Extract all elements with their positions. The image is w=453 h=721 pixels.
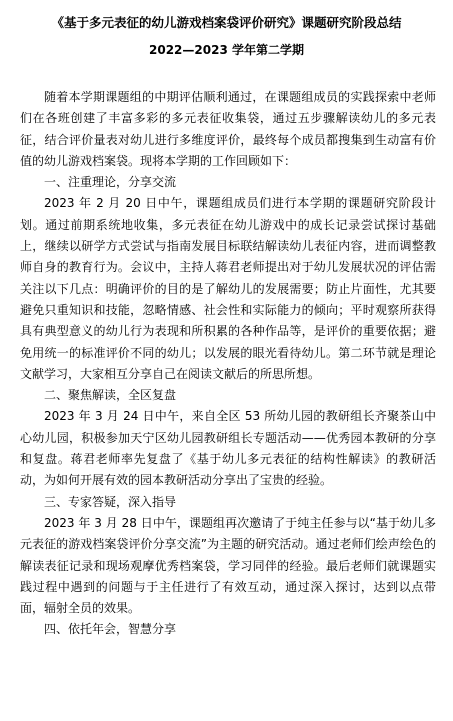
section-paragraph: 2023 年 3 月 28 日中午，课题组再次邀请了于纯主任参与以“基于幼儿多元表征的游戏档案袋评价分享交流”为主题的研究活动。通过老师们绘声绘色的解读表征记录和现场观摩优秀档案袋，学习同伴的经验。最后老师们就课题实践过程中遇到的问题与于主任进行了有效互动，通过深入探讨，达到以点带面，辐射全员的效果。 <box>20 515 436 616</box>
document-subtitle: 2022—2023 学年第二学期 <box>149 43 304 57</box>
section-paragraph: 2023 年 3 月 24 日中午，来自全区 53 所幼儿园的教研组长齐聚茶山中心幼儿园，积极参加天宁区幼儿园教研组长专题活动——优秀园本教研的分享和复盘。蒋君老师率先复盘了《基于幼儿多元表征的结构性解读》的教研活动，为如何开展有效的园本教研活动分享出了宝贵的经验。 <box>20 409 436 488</box>
document-body <box>20 87 436 641</box>
section-paragraph: 2023 年 2 月 20 日中午，课题组成员们进行本学期的课题研究阶段计划。通过前期系统地收集，多元表征在幼儿游戏中的成长记录尝试探讨基础上，继续以研学方式尝试与指南发展目标联结解读幼儿表征内容，进而调整教师自身的教育行为。会议中，主持人蒋君老师提出对于幼儿发展状况的评估需关注以下几点：明确评价的目的是了解幼儿的发展需要；防止片面性，尤其要避免只重知识和技能，忽略情感、社会性和实际能力的倾向；平时观察所获得具有典型意义的幼儿行为表现和所积累的各种作品等，是评价的重要依据；避免用统一的标准评价不同的幼儿；以发展的眼光看待幼儿。第二环节就是理论文献学习，大家相互分享自己在阅读文献后的所思所想。 <box>20 196 436 381</box>
section-heading: 三、专家答疑，深入指导 <box>44 494 177 509</box>
section-heading: 一、注重理论，分享交流 <box>44 175 177 190</box>
section-heading: 二、聚焦解读，全区复盘 <box>44 388 177 403</box>
document-title: 《基于多元表征的幼儿游戏档案袋评价研究》课题研究阶段总结 <box>51 15 402 30</box>
intro-paragraph: 随着本学期课题组的中期评估顺利通过，在课题组成员的实践探索中老师们在各班创建了丰富多彩的多元表征收集袋，通过五步骤解读幼儿的多元表征，结合评价量表对幼儿进行多维度评价，最终每个成员都搜集到生动富有价值的幼儿游戏档案袋。现将本学期的工作回顾如下： <box>20 90 436 168</box>
section-heading: 四、依托年会，智慧分享 <box>44 622 177 637</box>
